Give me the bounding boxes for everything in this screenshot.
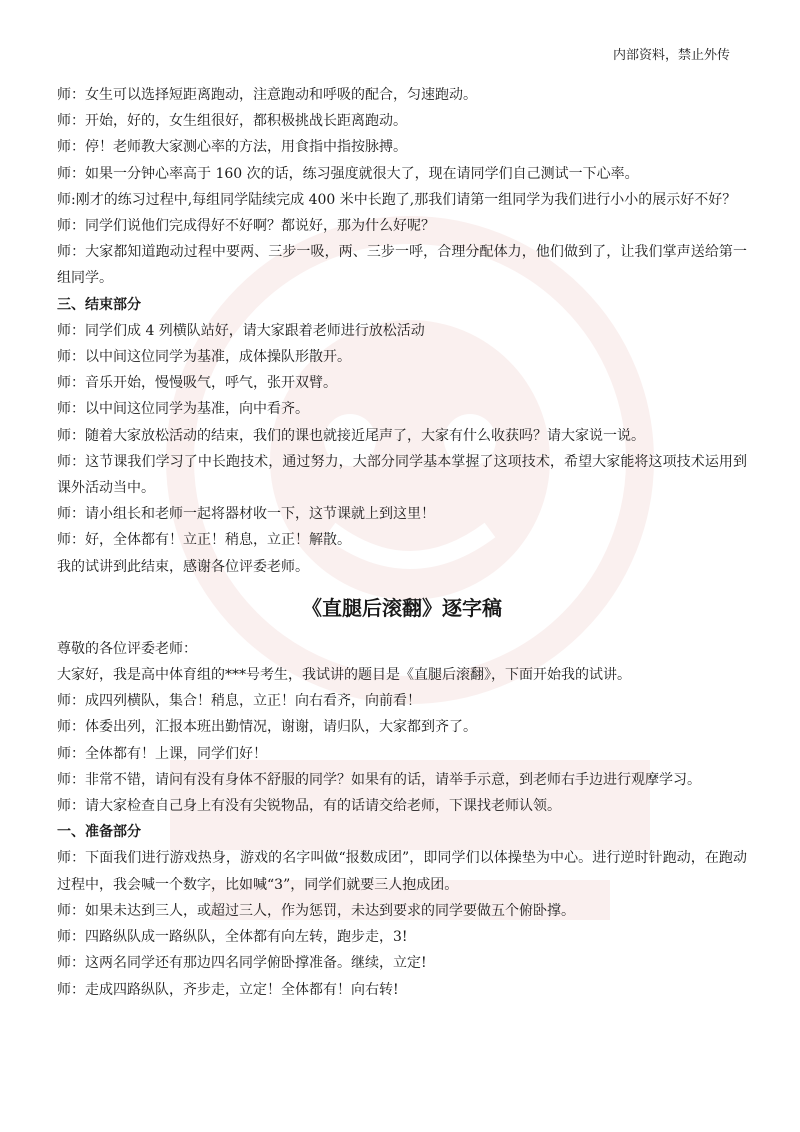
paragraph: 师：非常不错，请问有没有身体不舒服的同学？如果有的话，请举手示意，到老师右手边进行观摩学习。 — [57, 771, 701, 788]
paragraph: 师：随着大家放松活动的结束，我们的课也就接近尾声了，大家有什么收获吗？请大家说一说。 — [57, 427, 645, 444]
paragraph: 我的试讲到此结束，感谢各位评委老师。 — [57, 558, 309, 575]
paragraph: 师：好，全体都有！立正！稍息，立正！解散。 — [57, 532, 351, 549]
paragraph: 师：走成四路纵队，齐步走，立定！全体都有！向右转! — [57, 981, 399, 998]
paragraph: 师：音乐开始，慢慢吸气，呼气，张开双臂。 — [57, 375, 337, 392]
section-heading-preparation: 一、准备部分 — [57, 824, 141, 841]
paragraph: 师：请小组长和老师一起将器材收一下，这节课就上到这里！ — [57, 506, 435, 523]
paragraph: 师：同学们成 4 列横队站好，请大家跟着老师进行放松活动 — [57, 322, 425, 339]
paragraph: 师：下面我们进行游戏热身，游戏的名字叫做“报数成团”，即同学们以体操垫为中心。进行逆时针跑动，在跑动过程中，我会喊一个数字，比如喊“3”，同学们就要三人抱成团。 — [57, 850, 747, 893]
paragraph: 师：同学们说他们完成得好不好啊？都说好，那为什么好呢？ — [57, 218, 435, 235]
paragraph: 师：如果未达到三人，或超过三人，作为惩罚，未达到要求的同学要做五个俯卧撑。 — [57, 902, 575, 919]
paragraph: 师：开始，好的，女生组很好，都积极挑战长距离跑动。 — [57, 113, 407, 130]
paragraph: 师：以中间这位同学为基准，向中看齐。 — [57, 401, 309, 418]
confidential-note: 内部资料，禁止外传 — [612, 48, 730, 63]
paragraph: 尊敬的各位评委老师： — [57, 640, 197, 657]
paragraph: 师：如果一分钟心率高于 160 次的话，练习强度就很大了，现在请同学们自己测试一下心率。 — [57, 165, 639, 182]
paragraph: 师:刚才的练习过程中,每组同学陆续完成 400 米中长跑了,那我们请第一组同学为我们进行小小的展示好不好？ — [57, 191, 737, 208]
document-body — [57, 82, 747, 1003]
paragraph: 师：全体都有！上课，同学们好！ — [57, 745, 267, 762]
paragraph: 师：四路纵队成一路纵队，全体都有向左转，跑步走，3! — [57, 929, 408, 946]
paragraph: 师：大家都知道跑动过程中要两、三步一吸，两、三步一呼，合理分配体力，他们做到了，让我们掌声送给第一组同学。 — [57, 244, 747, 287]
paragraph: 师：请大家检查自己身上有没有尖锐物品，有的话请交给老师，下课找老师认领。 — [57, 798, 561, 815]
document-title: 《直腿后滚翻》逐字稿 — [302, 595, 502, 620]
paragraph: 师：以中间这位同学为基准，成体操队形散开。 — [57, 349, 351, 366]
paragraph: 师：这两名同学还有那边四名同学俯卧撑准备。继续，立定! — [57, 955, 427, 972]
paragraph: 师：成四列横队，集合！稍息，立正！向右看齐，向前看！ — [57, 693, 421, 710]
paragraph: 大家好，我是高中体育组的***号考生，我试讲的题目是《直腿后滚翻》，下面开始我的试讲。 — [57, 667, 631, 684]
paragraph: 师：体委出列，汇报本班出勤情况，谢谢，请归队，大家都到齐了。 — [57, 719, 477, 736]
section-heading-ending: 三、结束部分 — [57, 296, 141, 313]
paragraph: 师：这节课我们学习了中长跑技术，通过努力，大部分同学基本掌握了这项技术，希望大家能将这项技术运用到课外活动当中。 — [57, 453, 747, 497]
paragraph: 师：停！老师教大家测心率的方法，用食指中指按脉搏。 — [57, 139, 407, 156]
paragraph: 师：女生可以选择短距离跑动，注意跑动和呼吸的配合，匀速跑动。 — [57, 87, 477, 103]
